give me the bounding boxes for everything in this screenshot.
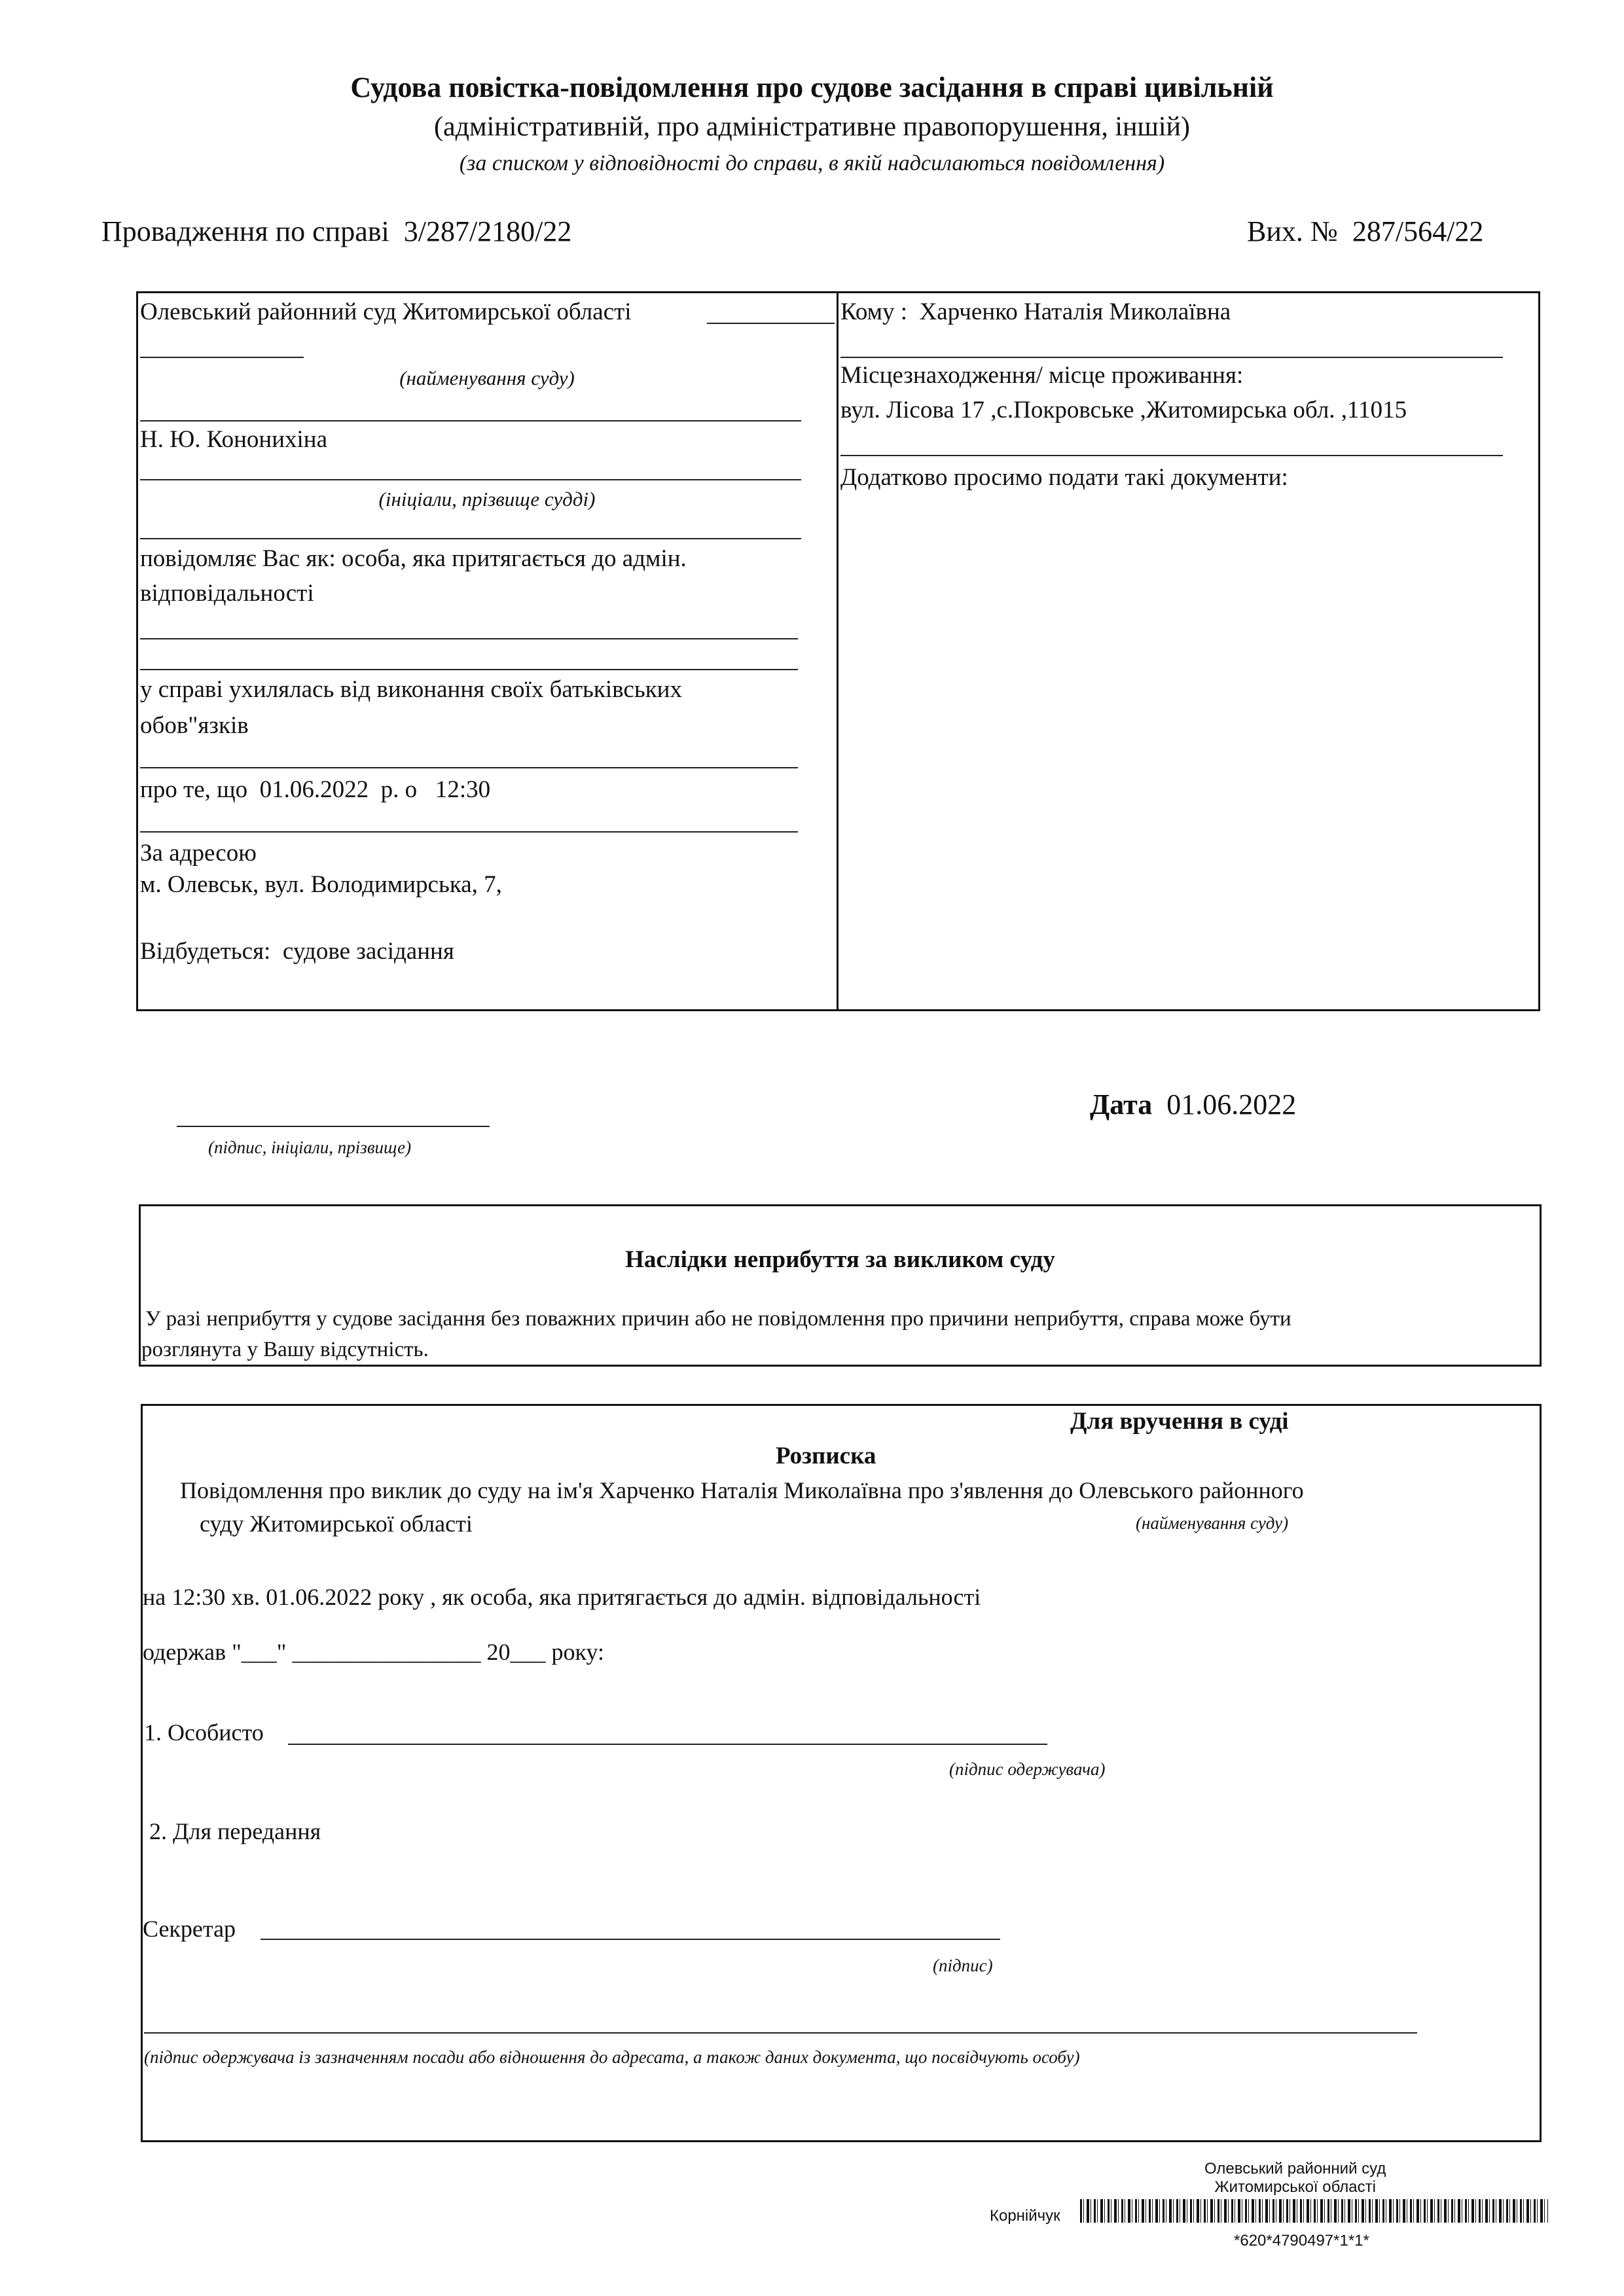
barcode-code: *620*4790497*1*1* <box>1234 2232 1369 2250</box>
barcode <box>1080 2199 1548 2223</box>
signature-caption: (підпис, ініціали, прізвище) <box>208 1138 412 1157</box>
case-subject-cont: обов"язків <box>140 712 249 739</box>
bottom-caption: (підпис одержувача із зазначенням посади або відношення до адресата, а також даних документа, що посвідчують особу) <box>144 2047 1080 2067</box>
recipient-sign-caption: (підпис одержувача) <box>949 1759 1106 1779</box>
recipient <box>840 298 1231 327</box>
case-subject: у справі ухилялась від виконання своїх батьківських <box>140 676 682 703</box>
hearing-date: 01.06.2022 <box>259 776 369 803</box>
event-line <box>140 937 454 966</box>
judge-caption: (ініціали, прізвище судді) <box>378 488 596 511</box>
address-label: За адресою <box>140 840 257 867</box>
receipt-appearance: на 12:30 хв. 01.06.2022 року , як особа, яка притягається до адмін. відповідальності <box>143 1584 981 1610</box>
court-caption: (найменування суду) <box>399 367 575 389</box>
outgoing-number <box>1247 217 1483 246</box>
outgoing-number-value: 287/564/22 <box>1352 215 1484 247</box>
date-value: 01.06.2022 <box>1166 1088 1297 1121</box>
case-label: Провадження по справі <box>101 215 389 247</box>
date-line <box>1090 1090 1296 1119</box>
secretary-label: Секретар <box>143 1916 236 1942</box>
for-court-label: Для вручення в суді <box>1070 1408 1289 1435</box>
receipt-text: Повідомлення про виклик до суду на ім'я Харченко Наталія Миколаївна про з'явлення до Олевського районного <box>180 1477 1304 1503</box>
transfer-label: 2. Для передання <box>149 1818 321 1844</box>
hearing-datetime <box>140 776 490 804</box>
document-title: Судова повістка-повідомлення про судове засідання в справі цивільній <box>350 71 1274 103</box>
location-label: Місцезнаходження/ місце проживання: <box>840 362 1244 389</box>
court-name: Олевський районний суд Житомирської області <box>140 298 632 325</box>
receipt-court-caption: (найменування суду) <box>1136 1513 1289 1533</box>
personally-label: 1. Особисто <box>144 1719 264 1746</box>
stamp-court-line1: Олевський районний суд <box>1204 2160 1386 2178</box>
event-type: судове засідання <box>282 938 454 965</box>
recipient-address: вул. Лісова 17 ,с.Покровське ,Житомирська обл. ,11015 <box>840 397 1407 423</box>
date-label: Дата <box>1090 1088 1153 1121</box>
case-number-value: 3/287/2180/22 <box>403 215 572 247</box>
case-number <box>101 217 571 246</box>
consequences-title: Наслідки неприбуття за викликом суду <box>625 1246 1055 1273</box>
document-note: (за списком у відповідності до справи, в якій надсилаються повідомлення) <box>459 151 1165 175</box>
hearing-address: м. Олевськ, вул. Володимирська, 7, <box>140 871 502 898</box>
column-divider <box>837 291 839 1011</box>
stamp-court-line2: Житомирської області <box>1214 2178 1376 2196</box>
receipt-text-cont: суду Житомирської області <box>200 1511 473 1537</box>
hearing-time: 12:30 <box>435 776 491 803</box>
notify-role: повідомляє Вас як: особа, яка притягається до адмін. <box>140 545 687 572</box>
judge-name: Н. Ю. Кононихіна <box>140 426 327 453</box>
receipt-title: Розписка <box>776 1443 876 1469</box>
date-suffix: р. о <box>380 776 418 803</box>
secretary-sign-caption: (підпис) <box>933 1956 993 1975</box>
outgoing-label: Вих. № <box>1247 215 1338 247</box>
document-subtitle: (адміністративній, про адміністративне правопорушення, іншій) <box>434 112 1190 142</box>
stamp-name: Корнійчук <box>990 2207 1060 2225</box>
received-line: одержав "___" ________________ 20___ року: <box>143 1639 605 1665</box>
notify-role-cont: відповідальності <box>140 580 314 607</box>
stamp-court <box>1204 2160 1386 2197</box>
consequences-text-cont: розглянута у Вашу відсутність. <box>141 1338 429 1361</box>
documents-label: Додатково просимо подати такі документи: <box>840 464 1288 491</box>
recipient-name: Харченко Наталія Миколаївна <box>919 298 1231 325</box>
event-label: Відбудеться: <box>140 938 271 965</box>
about-label: про те, що <box>140 776 248 803</box>
recipient-label: Кому : <box>840 298 908 325</box>
consequences-text: У разі неприбуття у судове засідання без поважних причин або не повідомлення про причини неприбуття, справа може бути <box>145 1307 1291 1331</box>
